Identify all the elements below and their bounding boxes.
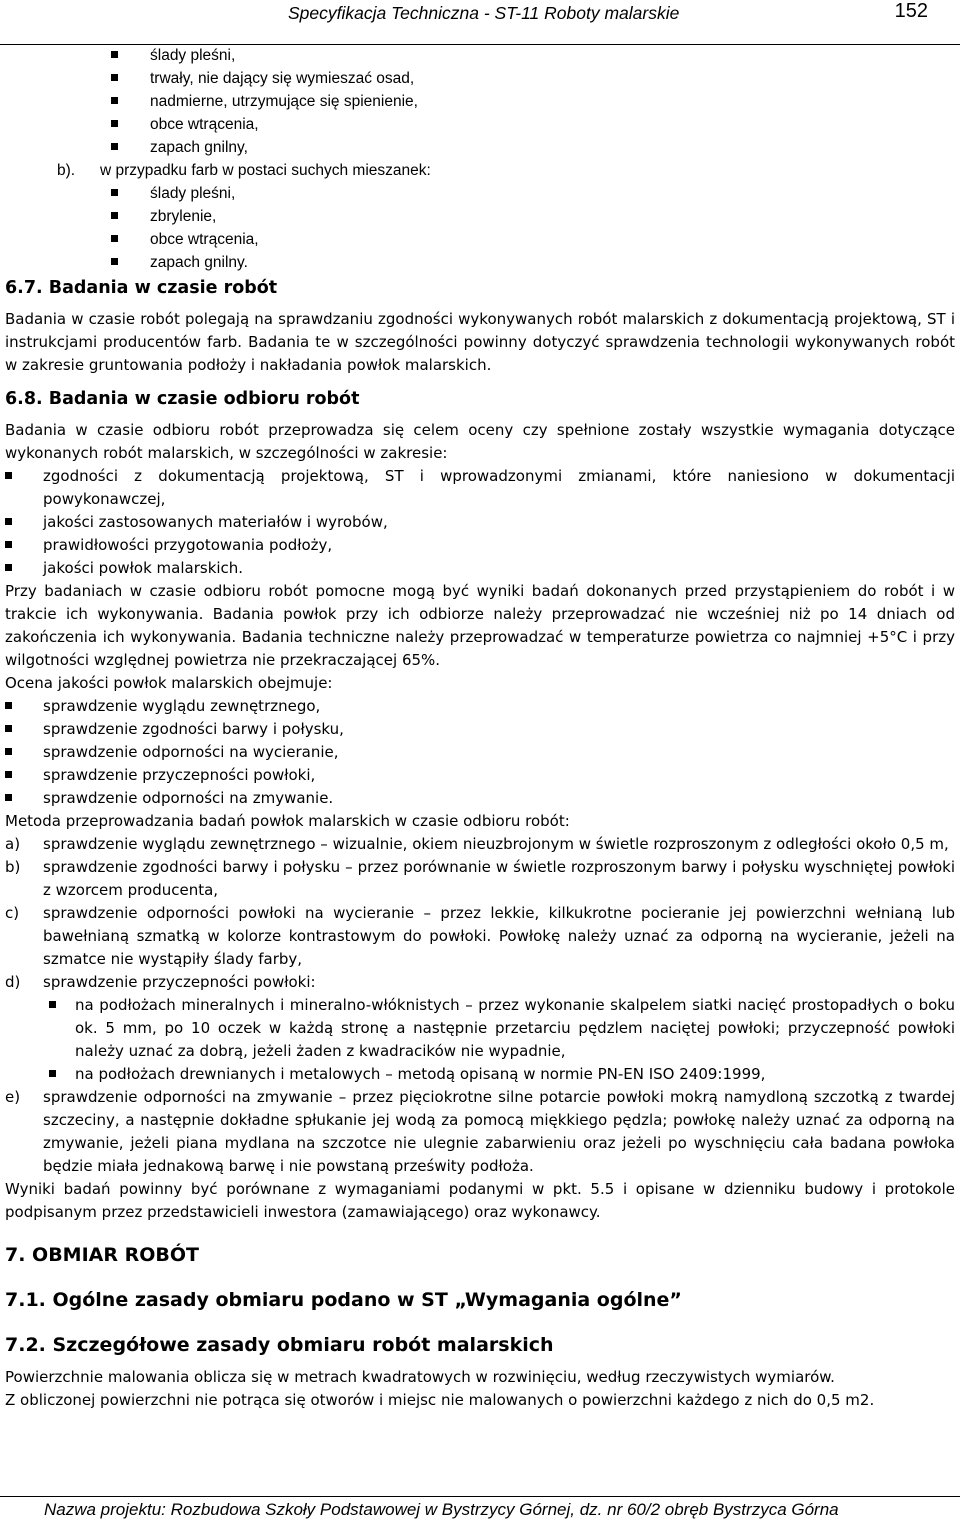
bullet-square-icon xyxy=(111,97,118,104)
bullet-square-icon xyxy=(5,472,12,479)
page-header xyxy=(0,0,960,45)
bullet-square-icon xyxy=(5,771,12,778)
method-item: a) sprawdzenie wyglądu zewnętrznego – wizualnie, okiem nieuzbrojonym w świetle rozproszonym z odległości około 0,5 m, xyxy=(5,835,949,853)
bullet-square-icon xyxy=(5,748,12,755)
bullet-square-icon xyxy=(111,235,118,242)
bullet-square-icon xyxy=(111,258,118,265)
method-item: d) sprawdzenie przyczepności powłoki: xyxy=(5,973,316,991)
method-intro: Metoda przeprowadzania badań powłok malarskich w czasie odbioru robót: xyxy=(5,812,570,830)
list-item: nadmierne, utrzymujące się spienienie, xyxy=(5,90,955,113)
list-item: ślady pleśni, xyxy=(5,182,955,205)
item-b xyxy=(5,159,955,182)
list-item: sprawdzenie odporności na wycieranie, xyxy=(5,741,955,764)
list-item: obce wtrącenia, xyxy=(5,113,955,136)
bullet-square-icon xyxy=(111,51,118,58)
document-title: Specyfikacja Techniczna - ST-11 Roboty malarskie xyxy=(288,3,680,23)
list-item: na podłożach mineralnych i mineralno-włóknistych – przez wykonanie skalpelem siatki nacięć prostopadłych o boku ok. 5 mm, po 10 oczek w każdą stronę a następnie przetarciu pędzlem naciętej powłoki; przyczepność powłoki należy uznać za dobrą, jeżeli żaden z kwadracików nie wypadnie, xyxy=(5,994,955,1063)
section-7-heading: 7. OBMIAR ROBÓT xyxy=(5,1244,199,1266)
section-6-8-intro: Badania w czasie odbioru robót przeprowadza się celem oceny czy spełnione zostały wszystkie wymagania dotyczące wykonanych robót malarskich, w szczególności w zakresie: xyxy=(5,421,955,462)
project-name: Nazwa projektu: Rozbudowa Szkoły Podstawowej w Bystrzycy Górnej, dz. nr 60/2 obręb Bystrzyca Górna xyxy=(44,1500,839,1519)
list-item: prawidłowości przygotowania podłoży, xyxy=(5,534,955,557)
section-7-2-paragraph-1: Powierzchnie malowania oblicza się w metrach kwadratowych w rozwinięciu, według rzeczywistych wymiarów. xyxy=(5,1368,835,1386)
list-item: sprawdzenie wyglądu zewnętrznego, xyxy=(5,695,955,718)
bullet-square-icon xyxy=(5,564,12,571)
bullet-square-icon xyxy=(111,189,118,196)
list-item: sprawdzenie przyczepności powłoki, xyxy=(5,764,955,787)
bullet-square-icon xyxy=(5,518,12,525)
defects-list-a xyxy=(5,44,955,274)
method-item: b) sprawdzenie zgodności barwy i połysku – przez porównanie w świetle rozproszonym barwy i połysku wyschniętej powłoki z wzorcem producenta, xyxy=(5,858,955,899)
bullet-square-icon xyxy=(49,1001,56,1008)
method-item: c) sprawdzenie odporności powłoki na wycieranie – przez lekkie, kilkukrotne pocieranie jej powierzchni wełnianą lub bawełnianą szmatką w kolorze kontrastowym do powłoki. Powłokę należy uznać za odporną na wycieranie, jeżeli na szmatce nie wystąpiły ślady farby, xyxy=(5,904,955,968)
list-item: sprawdzenie zgodności barwy i połysku, xyxy=(5,718,955,741)
list-item: ślady pleśni, xyxy=(5,44,955,67)
bullet-square-icon xyxy=(5,702,12,709)
bullet-square-icon xyxy=(111,143,118,150)
section-7-1-heading: 7.1. Ogólne zasady obmiaru podano w ST „Wymagania ogólne” xyxy=(5,1289,682,1311)
bullet-square-icon xyxy=(5,541,12,548)
item-b-label: b). xyxy=(57,162,76,179)
list-item: zbrylenie, xyxy=(5,205,955,228)
section-6-7-heading: 6.7. Badania w czasie robót xyxy=(5,278,278,298)
section-7-2-paragraph-2: Z obliczonej powierzchni nie potrąca się otworów i miejsc nie malowanych o powierzchni każdego z nich do 0,5 m2. xyxy=(5,1391,875,1409)
page-footer xyxy=(0,1496,960,1523)
page-number: 152 xyxy=(894,0,928,22)
list-item: trwały, nie dający się wymieszać osad, xyxy=(5,67,955,90)
item-b-text: w przypadku farb w postaci suchych mieszanek: xyxy=(100,162,431,179)
list-item: zapach gnilny, xyxy=(5,136,955,159)
list-item: jakości zastosowanych materiałów i wyrobów, xyxy=(5,511,955,534)
bullet-square-icon xyxy=(111,120,118,127)
list-item: na podłożach drewnianych i metalowych – metodą opisaną w normie PN-EN ISO 2409:1999, xyxy=(5,1063,955,1086)
section-6-8-heading: 6.8. Badania w czasie odbioru robót xyxy=(5,389,360,409)
quality-intro: Ocena jakości powłok malarskich obejmuje: xyxy=(5,674,333,692)
list-item: obce wtrącenia, xyxy=(5,228,955,251)
bullet-square-icon xyxy=(49,1070,56,1077)
list-item: jakości powłok malarskich. xyxy=(5,557,955,580)
bullet-square-icon xyxy=(111,74,118,81)
method-item: e) sprawdzenie odporności na zmywanie – przez pięciokrotne silne potarcie powłoki mokrą namydloną szczotką z twardej szczeciny, a następnie dokładne spłukanie jej wodą za pomocą miękkiego pędzla; powłokę należy uznać za odporną na zmywanie, jeżeli piana mydlana na szczotce nie ulegnie zabarwieniu oraz jeżeli po wyschnięciu cała badana powłoka będzie miała jednakową barwę i nie powstaną prześwity podłoża. xyxy=(5,1088,955,1175)
bullet-square-icon xyxy=(5,725,12,732)
document-body xyxy=(5,44,955,1412)
bullet-square-icon xyxy=(5,794,12,801)
section-6-8-paragraph-2: Przy badaniach w czasie odbioru robót pomocne mogą być wyniki badań dokonanych przed przystąpieniem do robót i w trakcie ich wykonywania. Badania powłok przy ich odbiorze należy przeprowadzać nie wcześniej niż po 14 dniach od zakończenia ich wykonywania. Badania techniczne należy przeprowadzać w temperaturze powietrza co najmniej +5°C i przy wilgotności względnej powietrza nie przekraczającej 65%. xyxy=(5,582,955,669)
section-7-2-heading: 7.2. Szczegółowe zasady obmiaru robót malarskich xyxy=(5,1334,554,1356)
list-item: sprawdzenie odporności na zmywanie. xyxy=(5,787,955,810)
list-item: zapach gnilny. xyxy=(5,251,955,274)
section-6-7-paragraph: Badania w czasie robót polegają na sprawdzaniu zgodności wykonywanych robót malarskich z dokumentacją projektową, ST i instrukcjami producentów farb. Badania te w szczególności powinny dotyczyć sprawdzenia technologii wykonywanych robót w zakresie gruntowania podłoży i nakładania powłok malarskich. xyxy=(5,310,955,374)
list-item: zgodności z dokumentacją projektową, ST i wprowadzonymi zmianami, które naniesiono w dokumentacji powykonawczej, xyxy=(5,465,955,511)
results-paragraph: Wyniki badań powinny być porównane z wymaganiami podanymi w pkt. 5.5 i opisane w dzienniku budowy i protokole podpisanym przez przedstawicieli inwestora (zamawiającego) oraz wykonawcy. xyxy=(5,1180,955,1221)
bullet-square-icon xyxy=(111,212,118,219)
